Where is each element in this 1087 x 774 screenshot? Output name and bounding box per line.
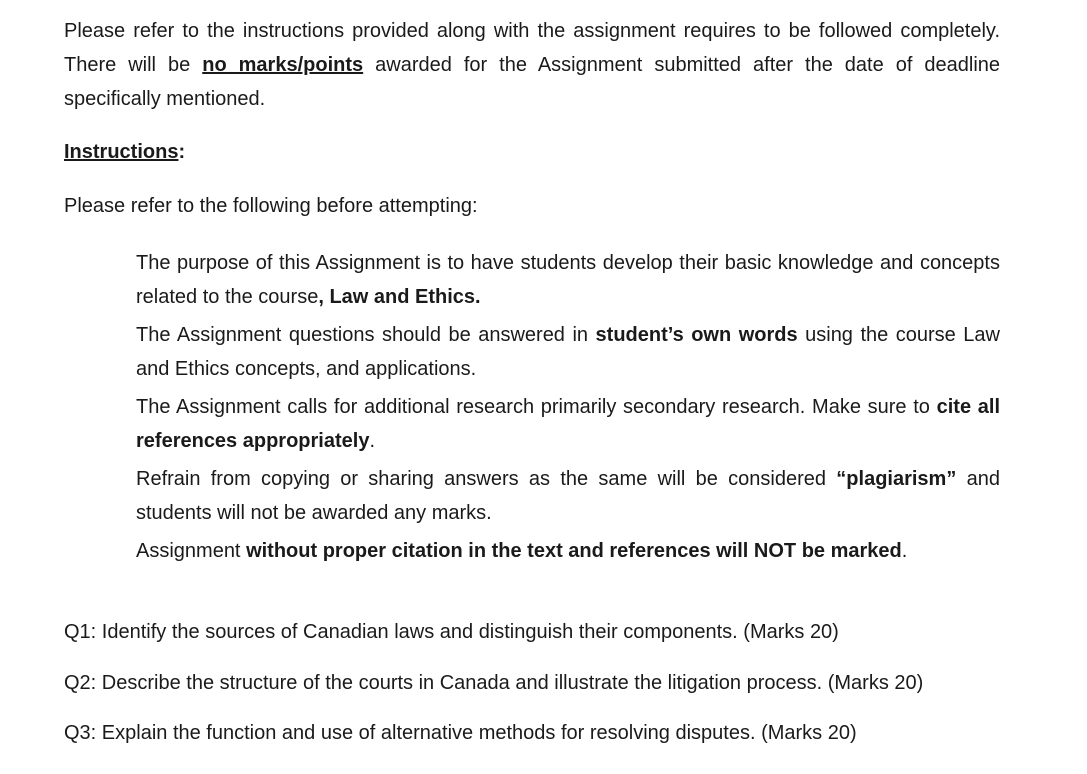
- instruction-item: [136, 534, 1000, 568]
- question-2: Q2: Describe the structure of the courts in Canada and illustrate the litigation process. (Marks 20): [64, 672, 924, 694]
- instructions-heading-colon: :: [178, 141, 186, 163]
- instruction-text-end: .: [901, 540, 908, 562]
- instruction-text: Assignment: [136, 540, 247, 562]
- instruction-bold: student’s own words: [595, 324, 798, 346]
- instruction-bold: cite all references appropriately: [136, 396, 1000, 452]
- instruction-text-end: .: [369, 430, 375, 452]
- instructions-heading-label: Instructions: [64, 141, 179, 163]
- instruction-bold: without proper citation in the text and references will NOT be marked: [246, 540, 902, 562]
- instruction-list: [136, 246, 1000, 572]
- instruction-item: [136, 246, 1000, 314]
- instruction-text-end: using the course Law and Ethics concepts, and applications.: [136, 324, 1000, 380]
- question-3: Q3: Explain the function and use of alternative methods for resolving disputes. (Marks 20): [64, 722, 857, 744]
- intro-paragraph: [64, 14, 1000, 116]
- instruction-text: The Assignment calls for additional research primarily secondary research. Make sure to: [136, 396, 937, 418]
- lead-text: Please refer to the following before attempting:: [64, 195, 478, 217]
- intro-text-part2: awarded for the Assignment submitted after the date of deadline specifically mentioned.: [64, 54, 1001, 110]
- question-1: Q1: Identify the sources of Canadian laws and distinguish their components. (Marks 20): [64, 621, 839, 643]
- instruction-text-end: and students will not be awarded any marks.: [136, 468, 1000, 524]
- intro-emphasis: no marks/points: [202, 54, 364, 76]
- instruction-item: [136, 390, 1000, 458]
- instruction-bold: “plagiarism”: [836, 468, 957, 490]
- instruction-text: Refrain from copying or sharing answers as the same will be considered: [136, 468, 837, 490]
- intro-text-part1: Please refer to the instructions provided along with the assignment requires to be followed completely. There will be: [64, 20, 1000, 76]
- instruction-text: The Assignment questions should be answered in: [136, 324, 596, 346]
- instruction-item: [136, 462, 1000, 530]
- instructions-heading: [64, 138, 185, 166]
- instruction-bold: , Law and Ethics.: [318, 286, 481, 308]
- instruction-item: [136, 318, 1000, 386]
- instruction-text: The purpose of this Assignment is to have students develop their basic knowledge and concepts related to the course: [136, 252, 1000, 308]
